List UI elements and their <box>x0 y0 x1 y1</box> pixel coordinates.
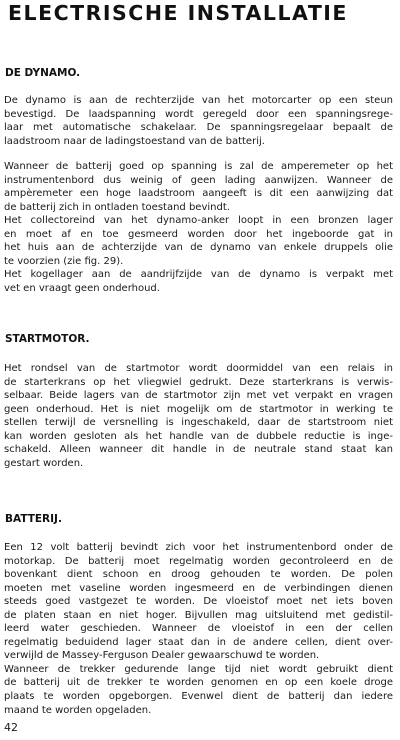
text-line: motorkap. De batterij moet regelmatig worden gecontroleerd en de <box>4 555 393 567</box>
text-line: bevestigd. De laadspanning wordt geregeld door een spanningsrege- <box>4 108 393 120</box>
text-line: ampèremeter een hoge laadstroom aangeeft is dit een aanwijzing dat <box>4 188 393 200</box>
text-line: gestart worden. <box>4 457 84 469</box>
text-line: het huis aan de achterzijde van de dynamo van enkele druppels olie <box>4 242 393 254</box>
text-line: Het collectoreind van het dynamo-anker loopt in een bronzen lager <box>4 215 393 227</box>
page-title: ELECTRISCHE INSTALLATIE <box>8 1 348 25</box>
section-heading-dynamo: DE DYNAMO. <box>5 67 81 79</box>
page-number: 42 <box>4 721 18 734</box>
text-line: geen onderhoud. Het is niet mogelijk om de startmotor in werking te <box>4 403 393 415</box>
text-line: Wanneer de trekker gedurende lange tijd niet wordt gebruikt dient <box>4 663 393 675</box>
text-line: moeten met vaseline worden ingesmeerd en de verbindingen dienen <box>4 582 393 594</box>
text-line: bovenkant dient schoon en droog gehouden te worden. De polen <box>4 569 393 581</box>
text-line: Het kogellager aan de aandrijfzijde van de dynamo is verpakt met <box>4 269 393 281</box>
text-line: de starterkrans op het vliegwiel gedrukt. Deze starterkrans is verwis- <box>4 376 393 388</box>
text-line: selbaar. Beide lagers van de startmotor zijn met vet verpakt en vragen <box>4 390 393 402</box>
text-line: instrumentenbord dus weinig of geen lading aanwijzen. Wanneer de <box>4 174 393 186</box>
text-line: laadstroom naar de ladingstoestand van de batterij. <box>4 135 265 147</box>
text-line: schakeld. Alleen wanneer dit handle in de neutrale stand staat kan <box>4 444 393 456</box>
text-line: steeds goed vastgezet te worden. De vloeistof moet net iets boven <box>4 596 393 608</box>
dynamo-paragraph-1 <box>4 94 393 148</box>
text-line: regelmatig beduidend lager staat dan in de andere cellen, dient over- <box>4 636 393 648</box>
text-line: plaats te worden opgeborgen. Evenwel dient de batterij dan iedere <box>4 691 393 703</box>
text-line: te voorzien (zie fig. 29). <box>4 255 124 267</box>
text-line: Een 12 volt batterij bevindt zich voor het instrumentenbord onder de <box>4 542 393 553</box>
text-line: Het rondsel van de startmotor wordt doormiddel van een relais in <box>4 363 393 374</box>
text-line: vet en vraagt geen onderhoud. <box>4 282 160 294</box>
section-heading-batterij: BATTERIJ. <box>5 513 62 525</box>
text-line: De dynamo is aan de rechterzijde van het motorcarter op een steun <box>4 95 393 106</box>
text-line: stellen terwijl de versnelling is ingeschakeld, daar de startstroom niet <box>4 417 393 429</box>
dynamo-paragraph-2 <box>4 160 393 295</box>
text-line: Wanneer de batterij goed op spanning is zal de amperemeter op het <box>4 161 393 172</box>
text-line: kan worden gesloten als het handle van de dubbele reductie is inge- <box>4 430 393 442</box>
section-heading-startmotor: STARTMOTOR. <box>5 333 90 345</box>
text-line: verwijld de Massey-Ferguson Dealer gewaarschuwd te worden. <box>4 650 320 662</box>
text-line: de platen staan en niet hoger. Bijvullen mag uitsluitend met gedistil- <box>4 609 393 621</box>
text-line: laar met automatische schakelaar. De spanningsregelaar bepaalt de <box>4 122 393 134</box>
text-line: leerd water geschieden. Wanneer de vloeistof in een der cellen <box>4 623 393 635</box>
text-line: maand te worden opgeladen. <box>4 704 152 716</box>
startmotor-paragraph <box>4 362 393 470</box>
text-line: en moet af en toe gesmeerd worden door het ingeboorde gat in <box>4 228 393 240</box>
batterij-paragraph <box>4 541 393 717</box>
text-line: de batterij zich in ontladen toestand bevindt. <box>4 201 230 213</box>
text-line: de batterij uit de trekker te worden genomen en op een koele droge <box>4 677 393 689</box>
